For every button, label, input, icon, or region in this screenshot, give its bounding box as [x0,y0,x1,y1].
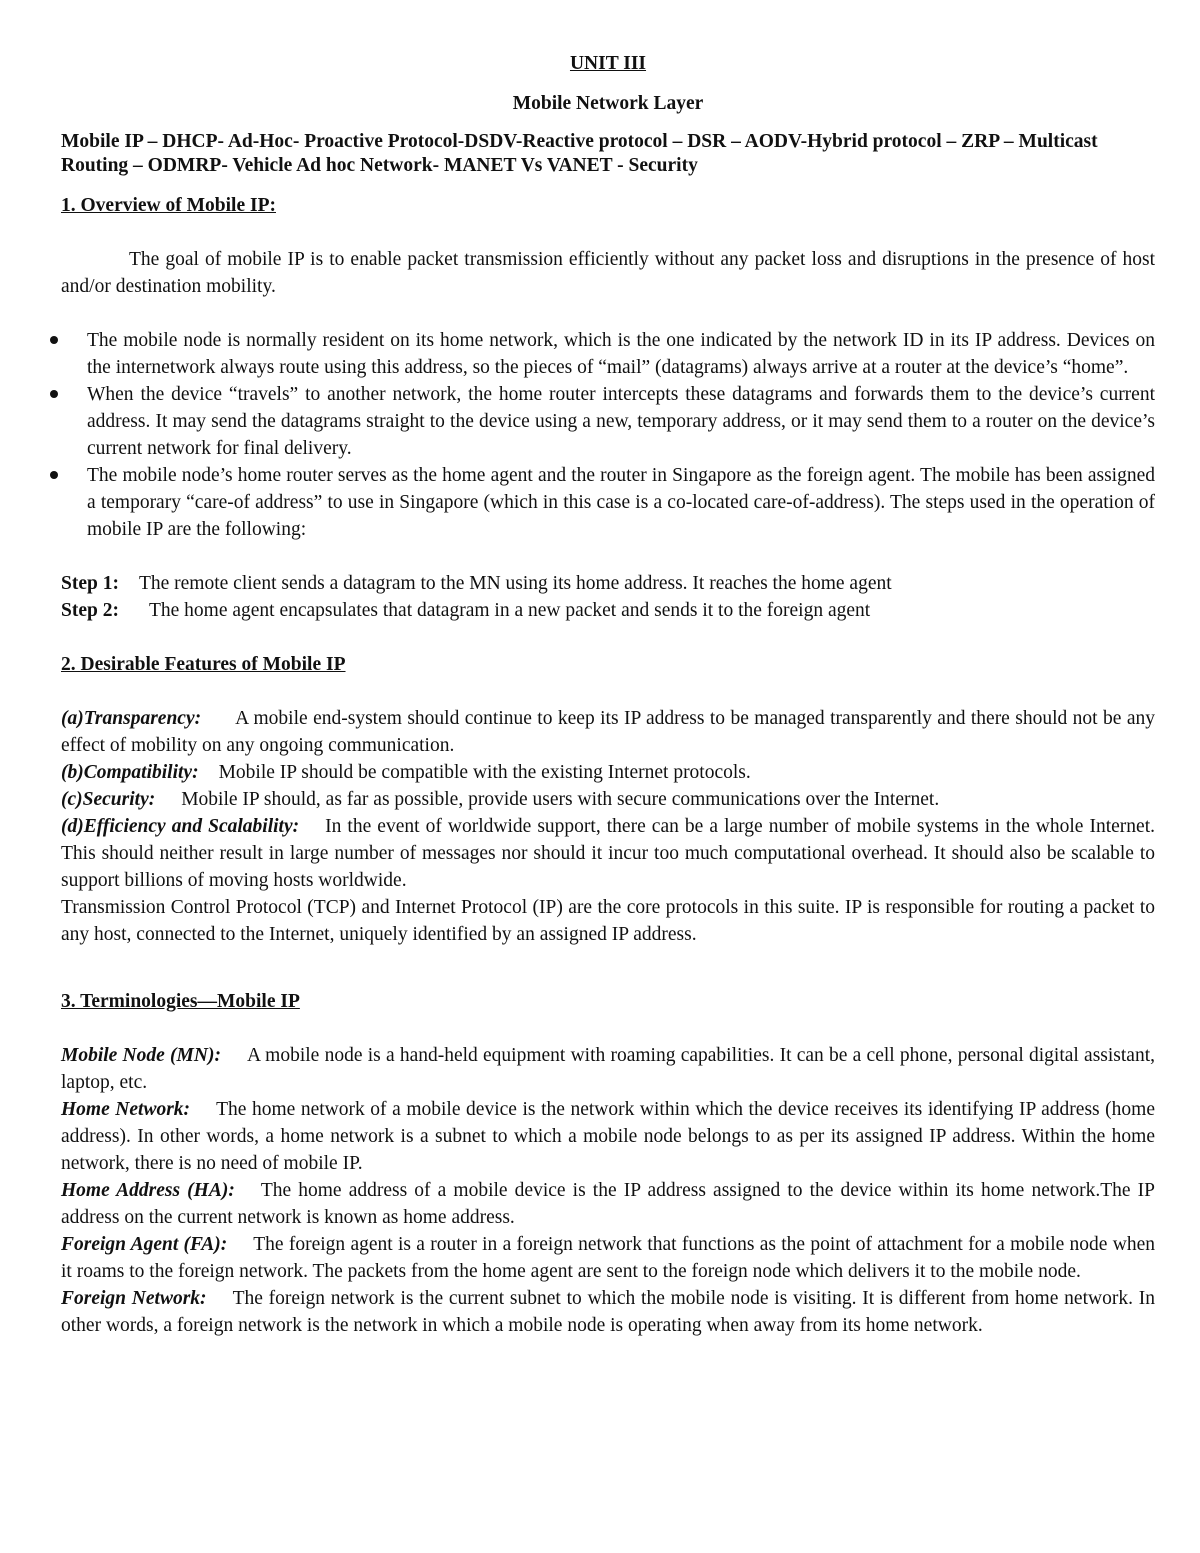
bullet-icon [50,390,58,398]
term-foreign-agent [61,1231,1155,1285]
section-1-intro: The goal of mobile IP is to enable packet transmission efficiently without any packet loss and disruptions in the presence of host and/or destination mobility. [61,249,1155,297]
term-foreign-network [61,1285,1155,1339]
feature-text: Mobile IP should, as far as possible, provide users with secure communications over the Internet. [181,789,940,810]
chapter-title: Mobile Network Layer [512,93,704,114]
section-3-heading: 3. Terminologies—Mobile IP [61,991,300,1012]
bullet-text: The mobile node is normally resident on its home network, which is the one indicated by the network ID in its IP address. Devices on the internetwork always route using this address, so the pieces of “mail” (datagrams) always arrive at a router at the device’s “home”. [87,330,1155,378]
feature-text: A mobile end-system should continue to keep its IP address to be managed transparently and there should not be any effect of mobility on any ongoing communication. [61,708,1155,756]
term-label: Home Address (HA): [61,1180,235,1201]
feature-security [61,786,1155,813]
list-item [61,327,1155,381]
bullet-text: When the device “travels” to another network, the home router intercepts these datagrams and forwards them to the device’s current address. It may send the datagrams straight to the device using a new, temporary address, or it may send them to a router on the device’s current network for final delivery. [87,384,1155,459]
term-label: Foreign Network: [61,1288,207,1309]
section-2-closing: Transmission Control Protocol (TCP) and Internet Protocol (IP) are the core protocols in this suite. IP is responsible for routing a packet to any host, connected to the Internet, uniquely identified by an assigned IP address. [61,897,1155,945]
document-content [61,50,1155,1339]
section-2-heading: 2. Desirable Features of Mobile IP [61,654,346,675]
list-item [61,381,1155,462]
step-1-label: Step 1: [61,573,119,594]
step-1-text: The remote client sends a datagram to the MN using its home address. It reaches the home agent [138,573,892,594]
feature-label: (d)Efficiency and Scalability: [61,816,300,837]
bullet-icon [50,471,58,479]
feature-efficiency [61,813,1155,894]
bullet-icon [50,336,58,344]
term-mobile-node [61,1042,1155,1096]
list-item [61,462,1155,543]
term-text: The home address of a mobile device is the IP address assigned to the device within its home network.The IP address on the current network is known as home address. [61,1180,1155,1228]
term-text: A mobile node is a hand-held equipment with roaming capabilities. It can be a cell phone, personal digital assistant, laptop, etc. [61,1045,1156,1093]
feature-label: (a)Transparency: [61,708,202,729]
topics-list: Mobile IP – DHCP- Ad-Hoc- Proactive Protocol-DSDV-Reactive protocol – DSR – AODV-Hybrid protocol – ZRP – Multicast Routing – ODMRP- Vehicle Ad hoc Network- MANET Vs VANET - Security [61,131,1098,176]
feature-label: (b)Compatibility: [61,762,199,783]
term-label: Mobile Node (MN): [61,1045,221,1066]
section-1-heading: 1. Overview of Mobile IP: [61,195,276,216]
term-label: Foreign Agent (FA): [61,1234,228,1255]
step-2-text: The home agent encapsulates that datagram in a new packet and sends it to the foreign agent [148,600,871,621]
bullet-text: The mobile node’s home router serves as the home agent and the router in Singapore as the foreign agent. The mobile has been assigned a temporary “care-of address” to use in Singapore (which in this case is a co-located care-of-address). The steps used in the operation of mobile IP are the following: [87,465,1155,540]
term-home-address [61,1177,1155,1231]
term-text: The foreign network is the current subnet to which the mobile node is visiting. It is different from home network. In other words, a foreign network is the network in which a mobile node is operating when away from its home network. [61,1288,1155,1336]
step-2 [61,597,1155,624]
feature-compatibility [61,759,1155,786]
term-home-network [61,1096,1155,1177]
feature-text: In the event of worldwide support, there can be a large number of mobile systems in the whole Internet. This should neither result in large number of messages nor should it incur too much computational overhead. It should also be scalable to support billions of moving hosts worldwide. [61,816,1155,891]
unit-title: UNIT III [569,53,647,74]
term-text: The foreign agent is a router in a foreign network that functions as the point of attachment for a mobile node when it roams to the foreign network. The packets from the home agent are sent to the foreign node which delivers it to the mobile node. [61,1234,1155,1282]
feature-transparency [61,705,1155,759]
feature-text: Mobile IP should be compatible with the existing Internet protocols. [218,762,751,783]
step-2-label: Step 2: [61,600,119,621]
term-text: The home network of a mobile device is the network within which the device receives its identifying IP address (home address). In other words, a home network is a subnet to which a mobile node belongs to as per its assigned IP address. Within the home network, there is no need of mobile IP. [61,1099,1156,1174]
feature-label: (c)Security: [61,789,156,810]
term-label: Home Network: [61,1099,191,1120]
section-1-bullets [61,327,1155,543]
step-1 [61,570,1155,597]
